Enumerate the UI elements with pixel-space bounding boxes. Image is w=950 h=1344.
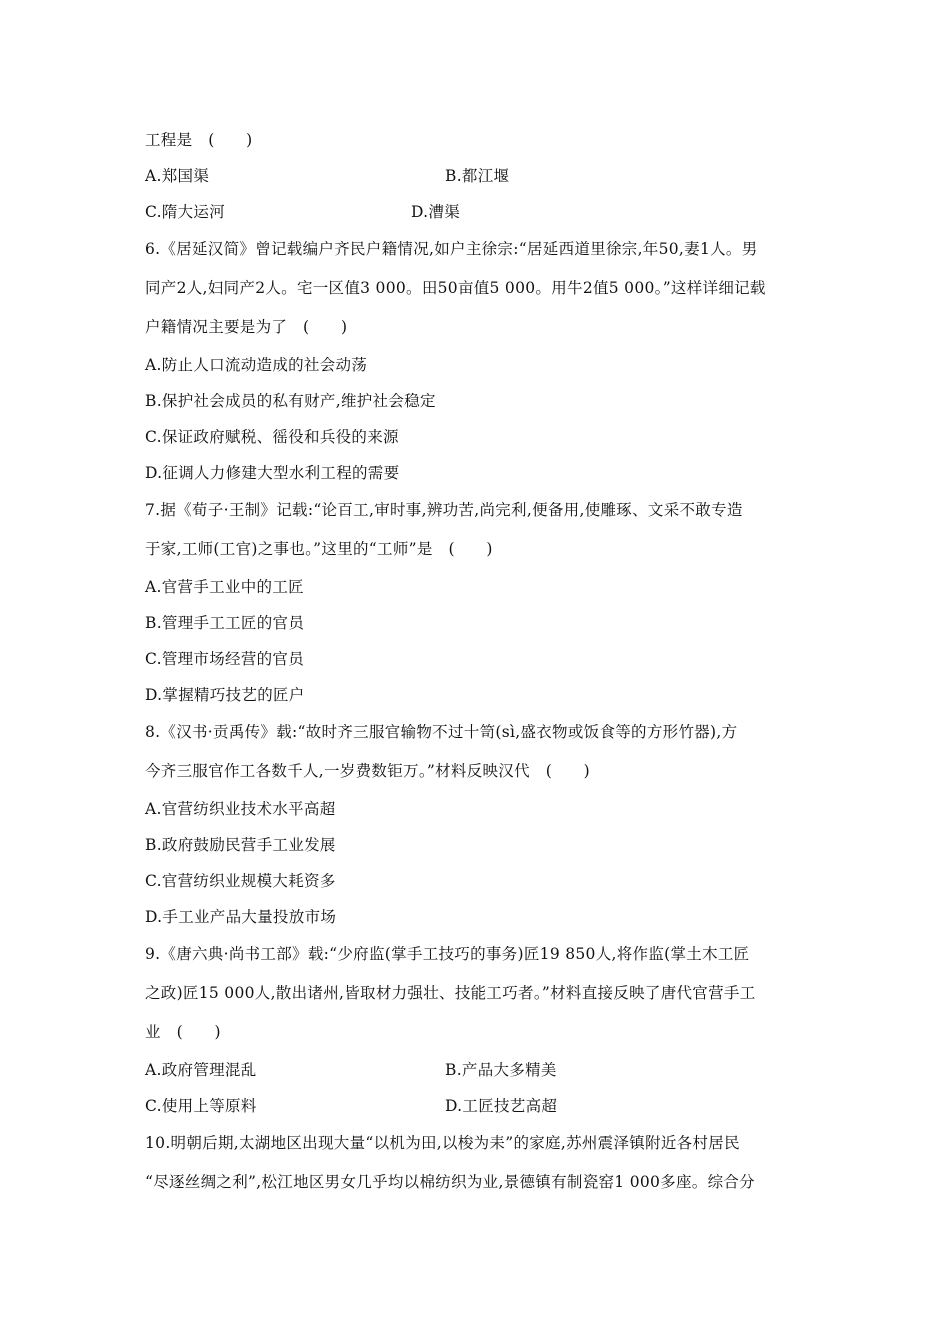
- q5-option-b: B.都江堰: [445, 167, 510, 185]
- q7-option-d: D.掌握精巧技艺的匠户: [145, 686, 305, 704]
- q5-option-a: A.郑国渠: [145, 167, 210, 185]
- q9-stem-line: 业 ( ): [145, 1023, 221, 1041]
- q9-stem: [145, 935, 815, 1052]
- q9-option-d: D.工匠技艺高超: [445, 1097, 558, 1115]
- q10-stem-line: “尽逐丝绸之利”,松江地区男女几乎均以棉纺织为业,景德镇有制瓷窑1 000多座。综合分: [145, 1173, 755, 1191]
- q10-stem: [145, 1124, 815, 1202]
- q7-stem-line: 于家,工师(工官)之事也。”这里的“工师”是 ( ): [145, 540, 493, 558]
- q10-stem-line: 10.明朝后期,太湖地区出现大量“以机为田,以梭为耒”的家庭,苏州震泽镇附近各村居民: [145, 1134, 740, 1152]
- q5-option-d: D.漕渠: [411, 203, 461, 221]
- q5-option-c: C.隋大运河: [145, 203, 226, 221]
- q8-option-a: A.官营纺织业技术水平高超: [145, 800, 336, 818]
- q6-stem-line: 户籍情况主要是为了 ( ): [145, 318, 348, 336]
- q8-stem: [145, 713, 815, 791]
- q6-stem-line: 同产2人,妇同产2人。宅一区值3 000。田50亩值5 000。用牛2值5 000。”这样详细记载: [145, 279, 766, 297]
- q7-option-b: B.管理手工工匠的官员: [145, 614, 305, 632]
- q8-stem-line: 今齐三服官作工各数千人,一岁费数钜万。”材料反映汉代 ( ): [145, 762, 590, 780]
- q8-stem-line: 8.《汉书·贡禹传》载:“故时齐三服官输物不过十笥(sì,盛衣物或饭食等的方形竹器),方: [145, 723, 738, 741]
- q6-option-c: C.保证政府赋税、徭役和兵役的来源: [145, 428, 399, 446]
- q7-stem-line: 7.据《荀子·王制》记载:“论百工,审时事,辨功苦,尚完利,便备用,使雕琢、文采不敢专造: [145, 501, 743, 519]
- q6-option-a: A.防止人口流动造成的社会动荡: [145, 356, 368, 374]
- q6-stem-line: 6.《居延汉简》曾记载编户齐民户籍情况,如户主徐宗:“居延西道里徐宗,年50,妻1人。男: [145, 240, 758, 258]
- q7-option-a: A.官营手工业中的工匠: [145, 578, 304, 596]
- q6-stem: [145, 230, 815, 347]
- q6-option-d: D.征调人力修建大型水利工程的需要: [145, 464, 400, 482]
- q9-stem-line: 9.《唐六典·尚书工部》载:“少府监(掌手工技巧的事务)匠19 850人,将作监(掌土木工匠: [145, 945, 750, 963]
- q8-option-b: B.政府鼓励民营手工业发展: [145, 836, 336, 854]
- q6-option-b: B.保护社会成员的私有财产,维护社会稳定: [145, 392, 436, 410]
- q9-option-a: A.政府管理混乱: [145, 1061, 257, 1079]
- exam-content: [145, 122, 815, 1202]
- q5-options-row-2: [145, 194, 815, 230]
- q7-option-c: C.管理市场经营的官员: [145, 650, 305, 668]
- q5-options-row-1: [145, 158, 815, 194]
- q8-option-d: D.手工业产品大量投放市场: [145, 908, 337, 926]
- q5-stem-tail: 工程是 ( ): [145, 131, 253, 149]
- q8-option-c: C.官营纺织业规模大耗资多: [145, 872, 336, 890]
- q9-option-c: C.使用上等原料: [145, 1097, 257, 1115]
- q9-stem-line: 之政)匠15 000人,散出诸州,皆取材力强壮、技能工巧者。”材料直接反映了唐代官营手工: [145, 984, 756, 1002]
- q9-options-row-2: [145, 1088, 815, 1124]
- q9-option-b: B.产品大多精美: [445, 1061, 557, 1079]
- q7-stem: [145, 491, 815, 569]
- q9-options-row-1: [145, 1052, 815, 1088]
